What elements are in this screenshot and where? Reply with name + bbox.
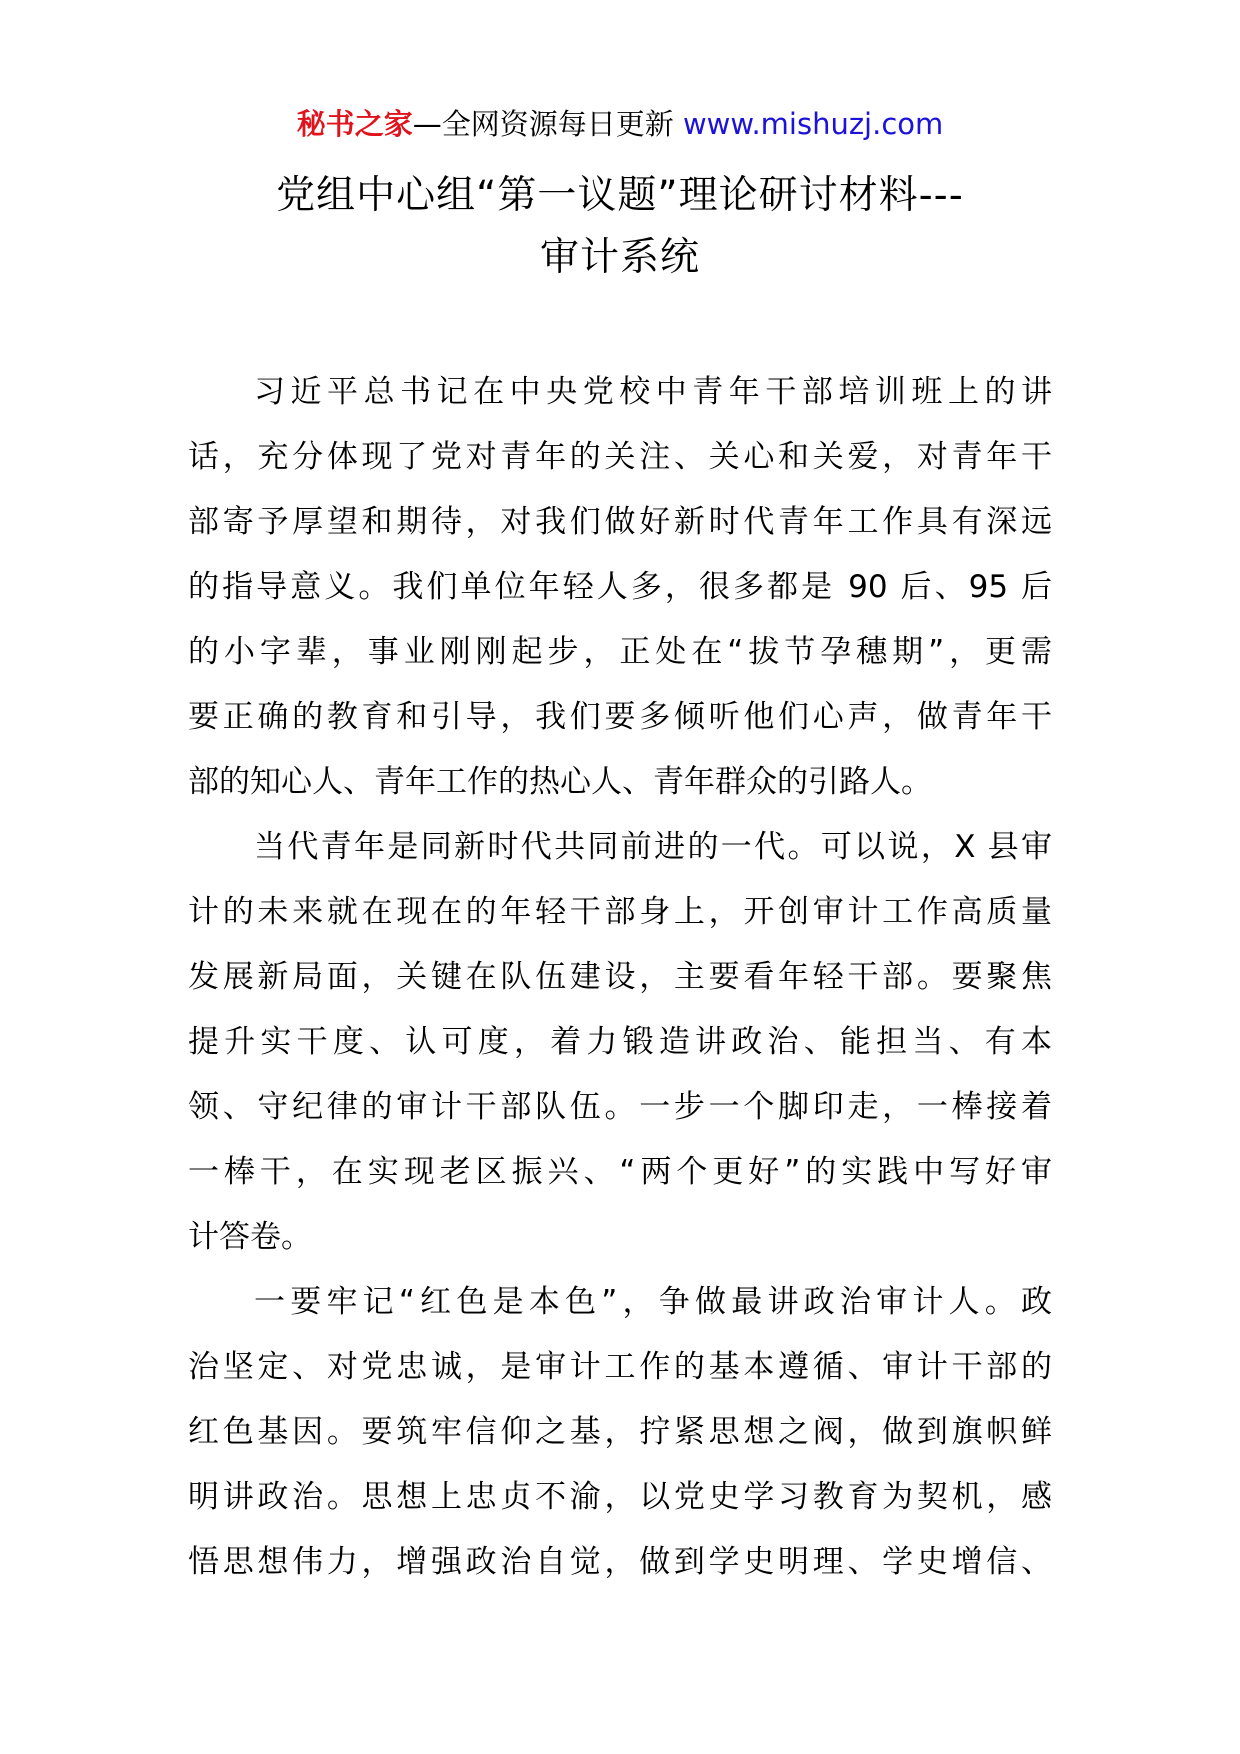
paragraph-2 bbox=[188, 815, 1052, 1270]
paragraph-3 bbox=[188, 1270, 1052, 1595]
text-line: 一要牢记“红色是本色”，争做最讲政治审计人。政 bbox=[254, 1284, 1052, 1320]
document-body bbox=[188, 360, 1052, 1595]
title-line-2: 审计系统 bbox=[539, 235, 700, 280]
text-line: 发展新局面，关键在队伍建设，主要看年轻干部。要聚焦 bbox=[188, 959, 1052, 995]
text-line: 明讲政治。思想上忠贞不渝，以党史学习教育为契机，感 bbox=[188, 1479, 1052, 1515]
text-line: 领、守纪律的审计干部队伍。一步一个脚印走，一棒接着 bbox=[188, 1089, 1052, 1125]
text-line: 治坚定、对党忠诚，是审计工作的基本遵循、审计干部的 bbox=[188, 1349, 1052, 1385]
site-tagline: —全网资源每日更新 bbox=[412, 107, 683, 141]
title-line-1: 党组中心组“第一议题”理论研讨材料--- bbox=[276, 173, 964, 218]
text-line: 的指导意义。我们单位年轻人多，很多都是 90 后、95 后 bbox=[188, 569, 1052, 605]
text-line: 要正确的教育和引导，我们要多倾听他们心声，做青年干 bbox=[188, 699, 1052, 735]
text-line: 部寄予厚望和期待，对我们做好新时代青年工作具有深远 bbox=[188, 504, 1052, 540]
text-line: 计答卷。 bbox=[188, 1219, 312, 1255]
text-line: 部的知心人、青年工作的热心人、青年群众的引路人。 bbox=[188, 764, 932, 800]
text-line: 习近平总书记在中央党校中青年干部培训班上的讲 bbox=[254, 374, 1052, 410]
text-line: 的小字辈，事业刚刚起步，正处在“拔节孕穗期”，更需 bbox=[188, 634, 1052, 670]
site-header bbox=[0, 104, 1240, 144]
site-brand: 秘书之家 bbox=[296, 107, 413, 141]
text-line: 悟思想伟力，增强政治自觉，做到学史明理、学史增信、 bbox=[188, 1544, 1052, 1580]
text-line: 话，充分体现了党对青年的关注、关心和关爱，对青年干 bbox=[188, 439, 1052, 475]
text-line: 一棒干，在实现老区振兴、“两个更好”的实践中写好审 bbox=[188, 1154, 1052, 1190]
site-url-link[interactable]: www.mishuzj.com bbox=[682, 107, 944, 141]
paragraph-1 bbox=[188, 360, 1052, 815]
document-title bbox=[150, 165, 1090, 289]
text-line: 红色基因。要筑牢信仰之基，拧紧思想之阀，做到旗帜鲜 bbox=[188, 1414, 1052, 1450]
text-line: 计的未来就在现在的年轻干部身上，开创审计工作高质量 bbox=[188, 894, 1052, 930]
text-line: 提升实干度、认可度，着力锻造讲政治、能担当、有本 bbox=[188, 1024, 1052, 1060]
text-line: 当代青年是同新时代共同前进的一代。可以说，X 县审 bbox=[254, 829, 1052, 865]
